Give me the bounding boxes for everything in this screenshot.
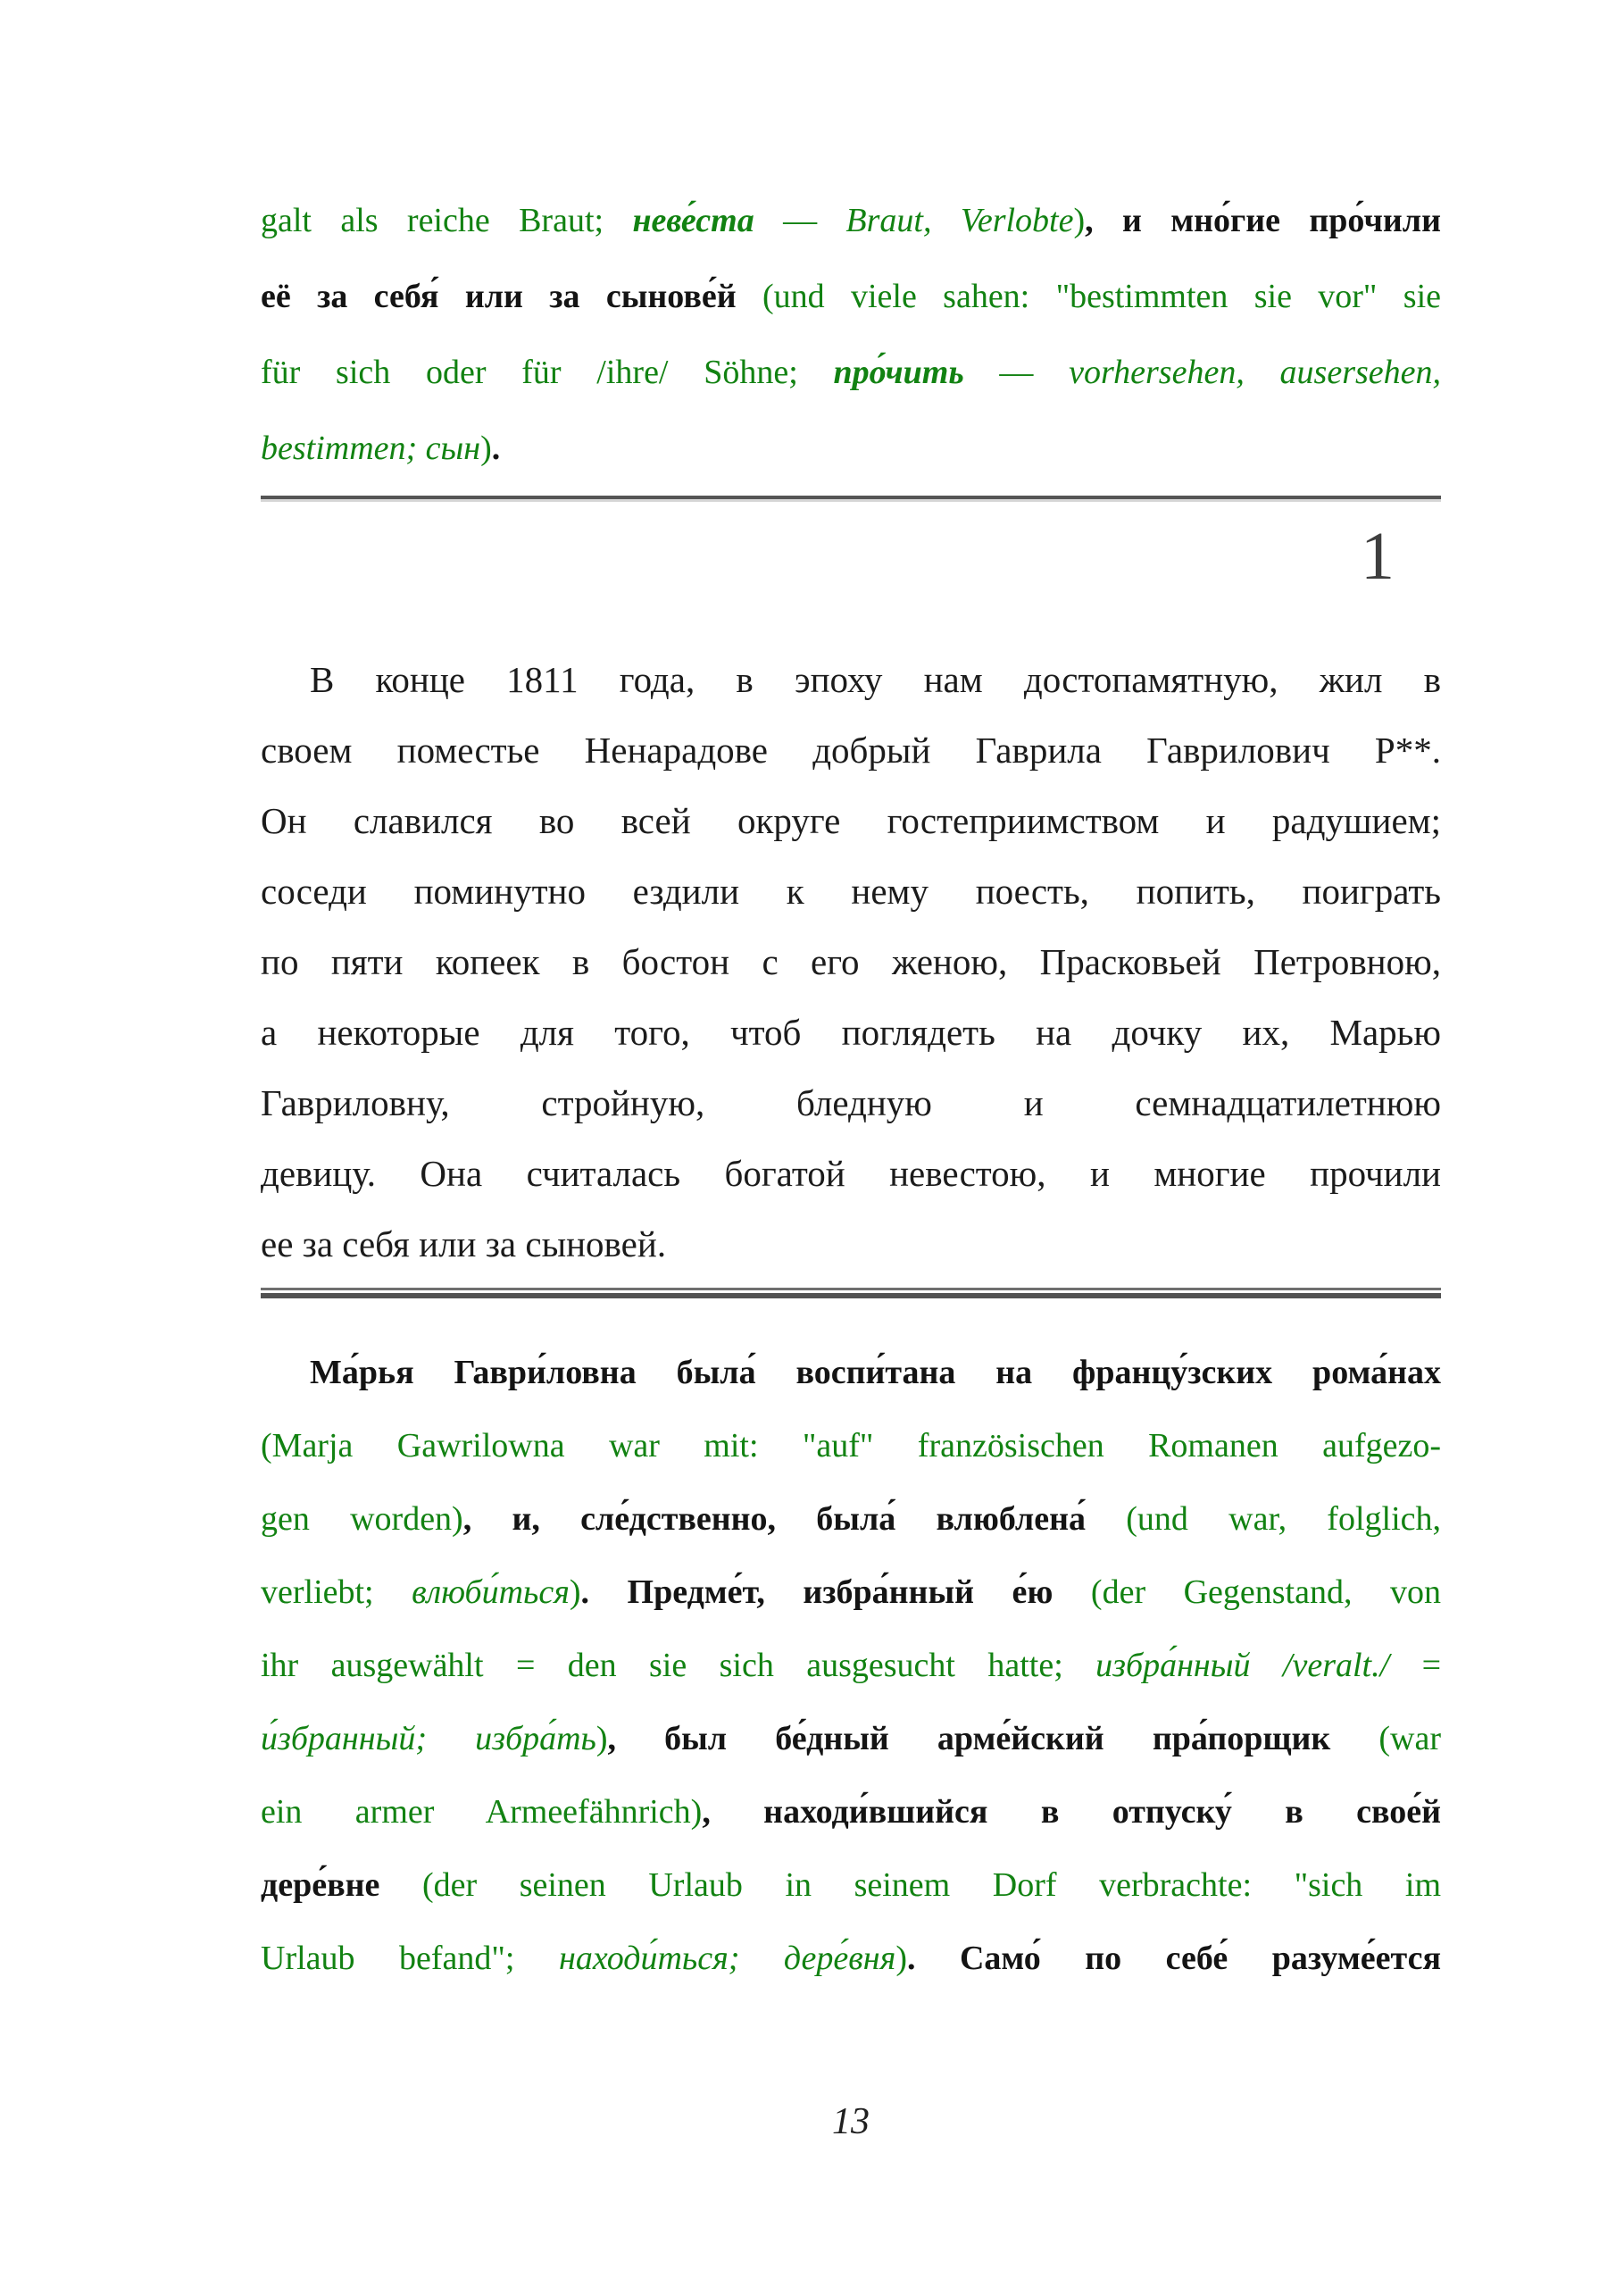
text-run: )	[569, 1573, 581, 1611]
text-run: (der Gegenstand, von	[1090, 1573, 1441, 1611]
text-run: В конце 1811 года, в эпоху нам достопамятную, жил в	[310, 659, 1441, 700]
text-line	[261, 1702, 1441, 1775]
text-run: —	[754, 202, 846, 239]
text-run: (war	[1378, 1720, 1442, 1757]
text-run: , находи́вшийся в отпуску́ в свое́й	[702, 1793, 1441, 1831]
text-run: =	[1389, 1647, 1441, 1684]
text-line	[261, 1209, 1441, 1280]
chapter-number: 1	[1361, 519, 1395, 594]
text-run: находи́ться; дере́вня	[558, 1940, 896, 1977]
text-run: , и мно́гие про́чили	[1085, 202, 1441, 239]
text-run: соседи поминутно ездили к нему поесть, попить, поиграть	[261, 871, 1441, 912]
text-line	[261, 1482, 1441, 1556]
text-run: и́збранный; избра́ть	[261, 1720, 596, 1757]
text-run: ihr ausgewählt = den sie sich ausgesucht hatte;	[261, 1647, 1096, 1684]
text-line	[261, 1556, 1441, 1629]
text-line	[261, 1922, 1441, 1995]
text-run: Urlaub befand";	[261, 1940, 559, 1977]
text-run: неве́ста	[632, 202, 754, 239]
text-run: (und war, folglich,	[1126, 1500, 1441, 1538]
text-line	[261, 645, 1441, 715]
text-line	[261, 183, 1441, 259]
text-run: Ма́рья Гаври́ловна была́ воспи́тана на францу́зских рома́нах	[310, 1354, 1441, 1391]
text-run: . Предме́т, избра́нный е́ю	[580, 1573, 1091, 1611]
page-number: 13	[832, 2101, 870, 2142]
text-run: verliebt;	[261, 1573, 412, 1611]
section-divider-double-rule	[261, 1288, 1441, 1298]
russian-narrative-paragraph	[261, 645, 1441, 1280]
text-run: девицу. Она считалась богатой невестою, и многие прочили	[261, 1153, 1441, 1194]
text-run: vorhersehen, ausersehen,	[1069, 354, 1442, 391]
text-run: Он славился во всей округе гостеприимством и радушием;	[261, 800, 1441, 841]
text-run: bestimmen; сын	[261, 430, 481, 467]
text-run: ее за себя или за сыновей.	[261, 1223, 667, 1264]
text-run: ein armer Armeefähnrich)	[261, 1793, 703, 1831]
text-run: .	[491, 430, 501, 467]
text-run: )	[1073, 202, 1086, 239]
text-run: gen worden)	[261, 1500, 463, 1538]
text-run: )	[480, 430, 492, 467]
text-run: )	[895, 1940, 907, 1977]
text-run: влюби́ться	[412, 1573, 570, 1611]
text-run: а некоторые для того, чтоб поглядеть на дочку их, Марью	[261, 1012, 1441, 1053]
text-line	[261, 1629, 1441, 1702]
text-run: избра́нный /veralt./	[1095, 1647, 1390, 1684]
gloss-paragraph-bottom	[261, 1336, 1441, 1995]
gloss-paragraph-top	[261, 183, 1441, 487]
text-run: —	[963, 354, 1070, 391]
text-line	[261, 715, 1441, 786]
text-run: Гавриловну, стройную, бледную и семнадцатилетнюю	[261, 1082, 1441, 1123]
text-run: дере́вне	[261, 1866, 422, 1904]
text-line	[261, 1068, 1441, 1139]
text-run: Braut, Verlobte	[845, 202, 1074, 239]
text-run: (der seinen Urlaub in seinem Dorf verbrachte: "sich im	[421, 1866, 1441, 1904]
text-run: её за себя́ или за сынове́й	[261, 278, 762, 315]
text-line	[261, 259, 1441, 335]
text-run: für sich oder für /ihre/ Söhne;	[261, 354, 834, 391]
section-divider-rule	[261, 496, 1441, 499]
text-run: по пяти копеек в бостон с его женою, Прасковьей Петровною,	[261, 941, 1441, 982]
text-run: )	[595, 1720, 608, 1757]
text-run: , был бе́дный арме́йский пра́порщик	[607, 1720, 1379, 1757]
text-run: про́чить	[833, 354, 964, 391]
text-line	[261, 1409, 1441, 1482]
text-line	[261, 997, 1441, 1068]
text-run: своем поместье Ненарадове добрый Гаврила Гаврилович Р**.	[261, 730, 1441, 771]
text-line	[261, 786, 1441, 856]
text-run: (und viele sahen: "bestimmten sie vor" sie	[762, 278, 1441, 315]
text-line	[261, 927, 1441, 997]
text-line	[261, 335, 1441, 411]
text-line	[261, 1139, 1441, 1209]
text-run: galt als reiche Braut;	[261, 202, 633, 239]
text-run: . Само́ по себе́ разуме́ется	[906, 1940, 1441, 1977]
text-line	[261, 1775, 1441, 1848]
text-run: (Marja Gawrilowna war mit: "auf" französischen Romanen aufgezo-	[261, 1427, 1441, 1464]
text-line	[261, 411, 1441, 487]
text-line	[261, 856, 1441, 927]
text-line	[261, 1336, 1441, 1409]
text-run: , и, сле́дственно, была́ влюблена́	[462, 1500, 1127, 1538]
text-line	[261, 1848, 1441, 1922]
